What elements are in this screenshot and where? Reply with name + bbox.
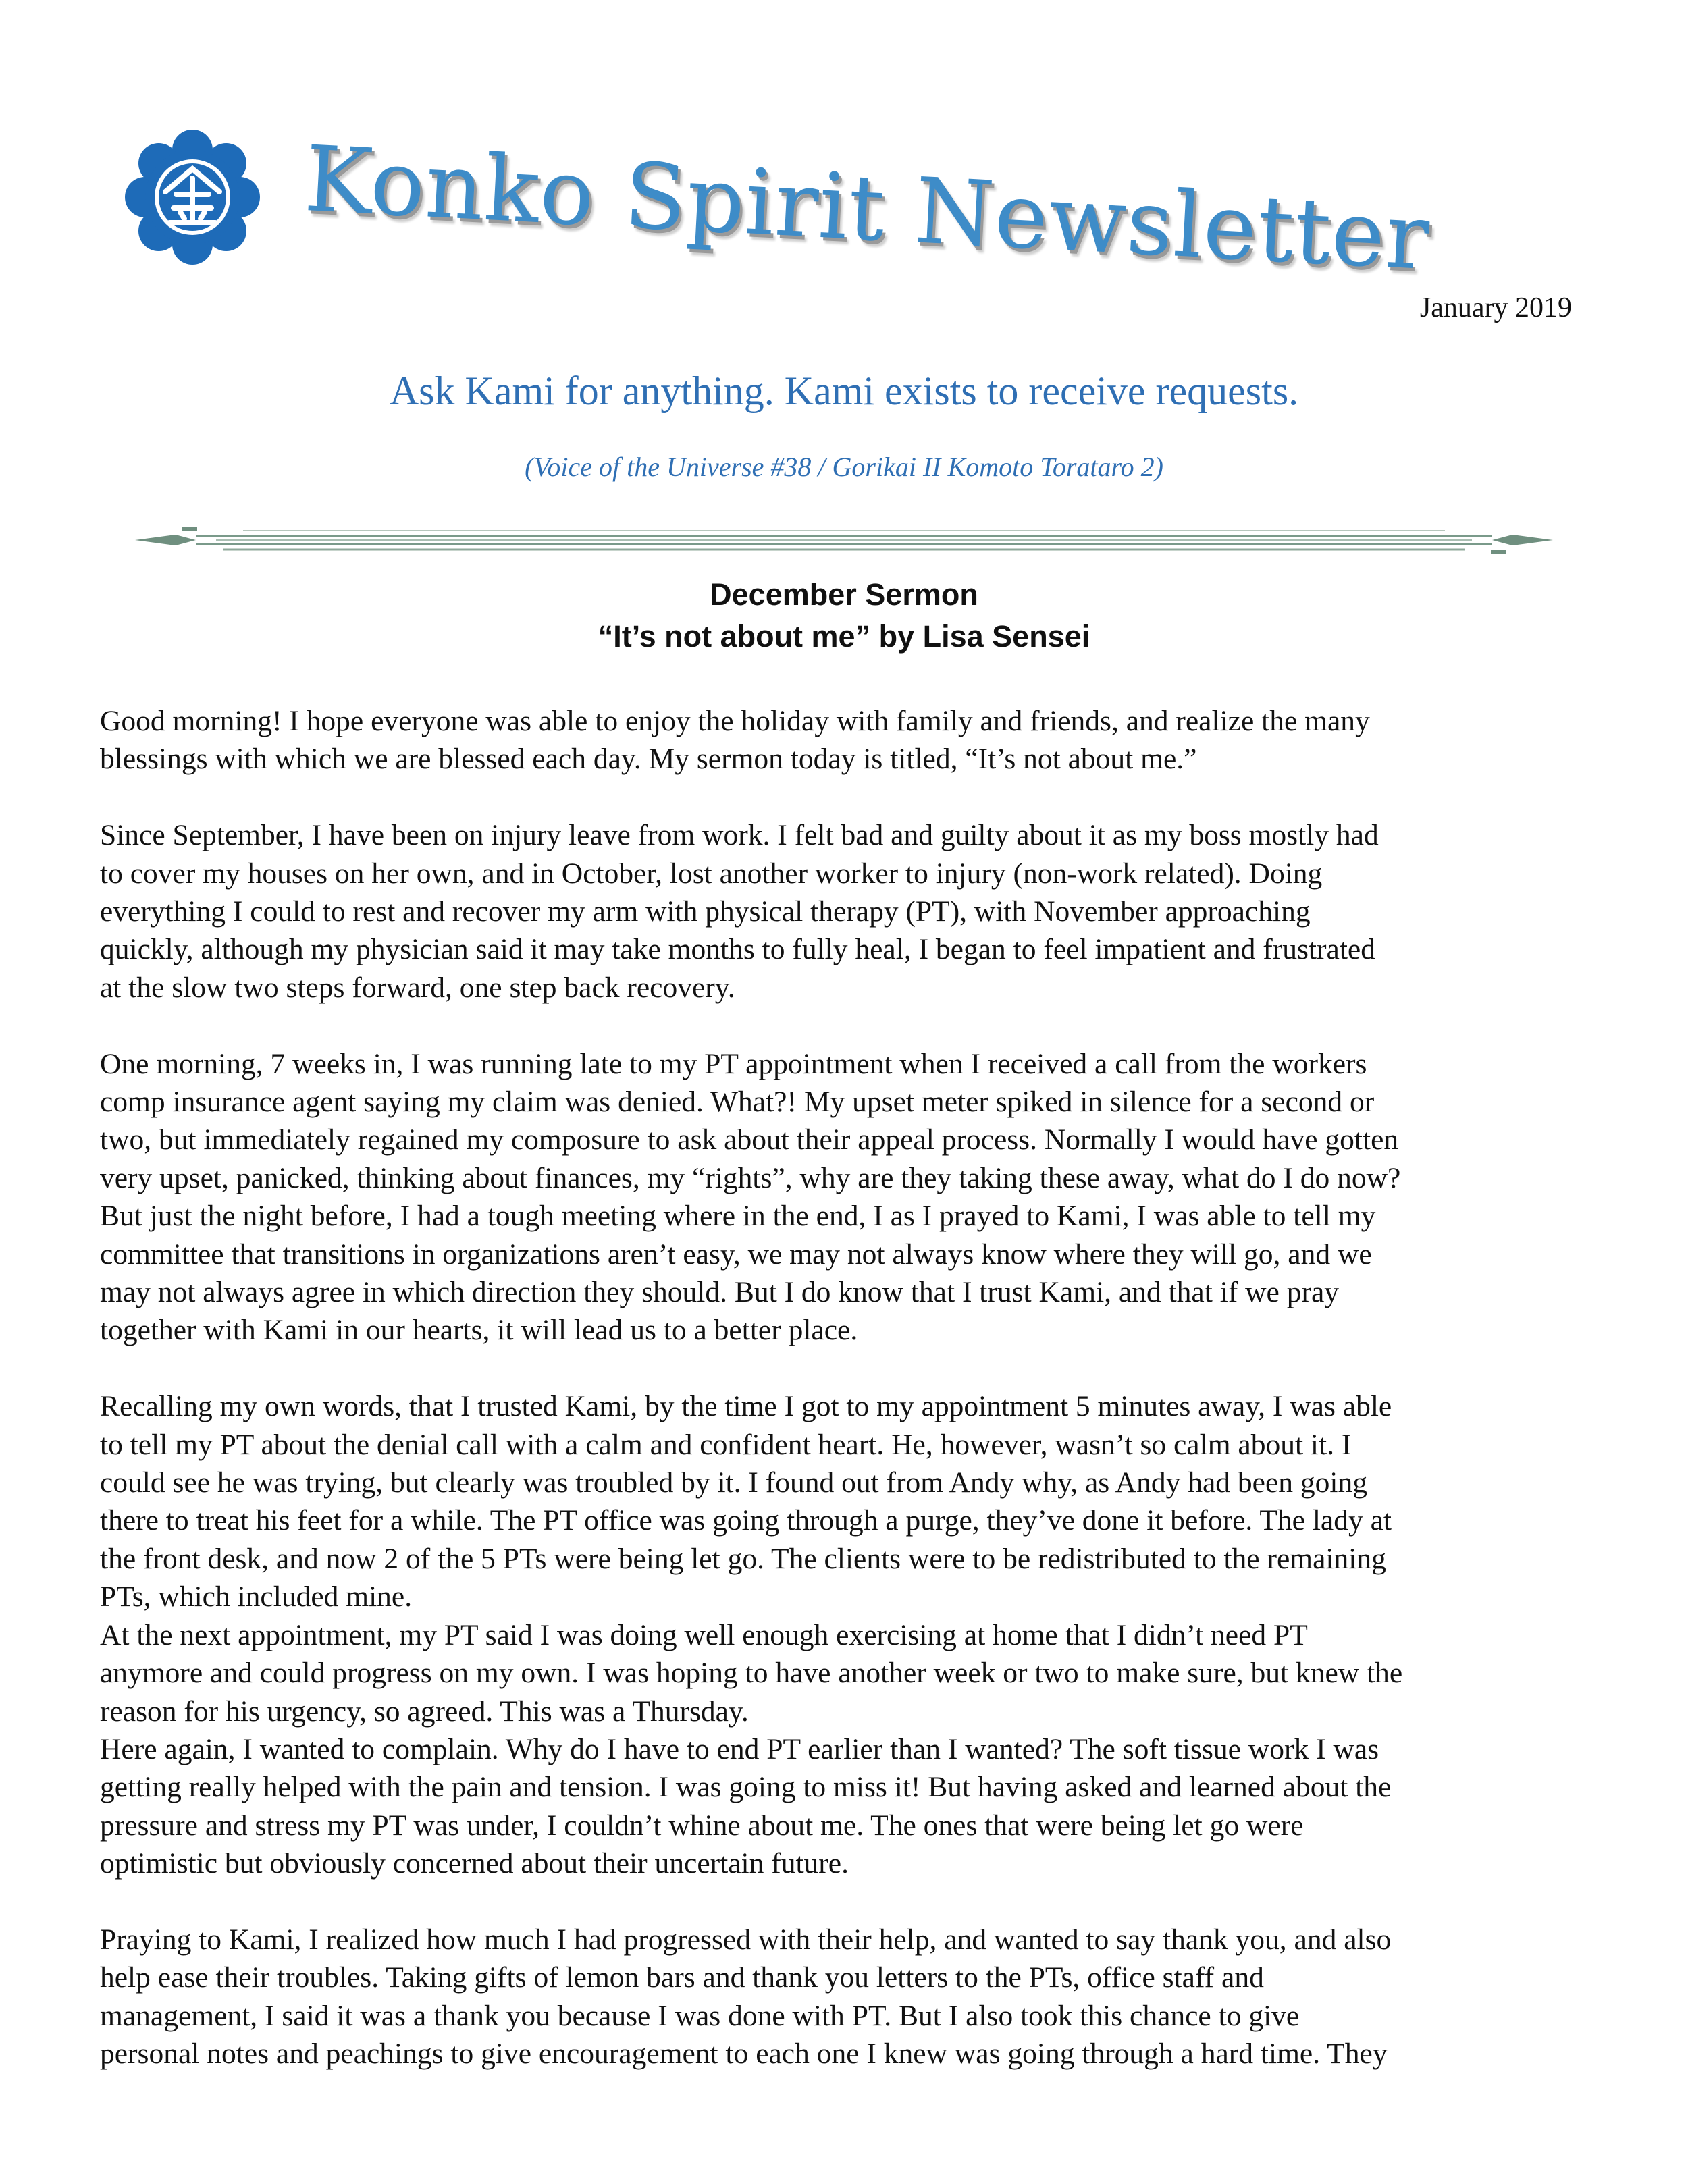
sermon-line: very upset, panicked, thinking about finances, my “rights”, why are they taking these away, what do I do now? bbox=[100, 1161, 1401, 1194]
sermon-line: comp insurance agent saying my claim was denied. What?! My upset meter spiked in silence for a second or bbox=[100, 1086, 1375, 1119]
sermon-line: One morning, 7 weeks in, I was running late to my PT appointment when I received a call from the workers bbox=[100, 1047, 1367, 1080]
sermon-line: there to treat his feet for a while. The PT office was going through a purge, they’ve done it before. The lady at bbox=[100, 1504, 1392, 1537]
sermon-line: getting really helped with the pain and tension. I was going to miss it! But having asked and learned about the bbox=[100, 1771, 1392, 1804]
sermon-line: everything I could to rest and recover my arm with physical therapy (PT), with November approaching bbox=[100, 895, 1311, 928]
sermon-line: together with Kami in our hearts, it will lead us to a better place. bbox=[100, 1314, 858, 1347]
sermon-line: PTs, which included mine. bbox=[100, 1580, 413, 1614]
sermon-line: anymore and could progress on my own. I was hoping to have another week or two to make sure, but knew the bbox=[100, 1657, 1403, 1690]
sermon-line: Recalling my own words, that I trusted Kami, by the time I got to my appointment 5 minutes away, I was able bbox=[100, 1390, 1392, 1423]
sermon-line: pressure and stress my PT was under, I couldn’t whine about me. The ones that were being let go were bbox=[100, 1809, 1304, 1842]
sermon-line: blessings with which we are blessed each day. My sermon today is titled, “It’s not about me.” bbox=[100, 743, 1197, 776]
sermon-line: quickly, although my physician said it may take months to fully heal, I began to feel impatient and frustrated bbox=[100, 933, 1375, 966]
sermon-line: Since September, I have been on injury leave from work. I felt bad and guilty about it as my boss mostly had bbox=[100, 819, 1379, 852]
paragraph-gap bbox=[100, 1883, 1585, 1921]
paragraph-gap bbox=[100, 1007, 1585, 1044]
sermon-line: optimistic but obviously concerned about their uncertain future. bbox=[100, 1847, 849, 1880]
motto-source: (Voice of the Universe #38 / Gorikai II Komoto Torataro 2) bbox=[525, 452, 1163, 482]
sermon-subtitle: “It’s not about me” by Lisa Sensei bbox=[598, 619, 1090, 654]
sermon-line: At the next appointment, my PT said I was doing well enough exercising at home that I didn’t need PT bbox=[100, 1618, 1308, 1651]
ornamental-divider bbox=[135, 520, 1553, 560]
sermon-line: the front desk, and now 2 of the 5 PTs were being let go. The clients were to be redistributed to the remaining bbox=[100, 1542, 1386, 1575]
sermon-line: to cover my houses on her own, and in October, lost another worker to injury (non-work related). Doing bbox=[100, 857, 1323, 890]
sermon-line: at the slow two steps forward, one step back recovery. bbox=[100, 971, 735, 1004]
issue-date: January 2019 bbox=[1419, 292, 1572, 323]
konko-crest-icon bbox=[125, 130, 260, 265]
sermon-line: Here again, I wanted to complain. Why do I have to end PT earlier than I wanted? The soft tissue work I was bbox=[100, 1732, 1379, 1765]
paragraph-gap bbox=[100, 778, 1585, 816]
sermon-line: reason for his urgency, so agreed. This was a Thursday. bbox=[100, 1695, 749, 1728]
sermon-line: to tell my PT about the denial call with a calm and confident heart. He, however, wasn’t so calm about it. I bbox=[100, 1428, 1352, 1461]
sermon-line: may not always agree in which direction they should. But I do know that I trust Kami, and that if we pray bbox=[100, 1276, 1340, 1309]
sermon-line: management, I said it was a thank you because I was done with PT. But I also took this chance to give bbox=[100, 1999, 1300, 2032]
sermon-line: personal notes and peachings to give encouragement to each one I knew was going through a hard time. They bbox=[100, 2037, 1388, 2071]
sermon-line: But just the night before, I had a tough meeting where in the end, I as I prayed to Kami, I was able to tell my bbox=[100, 1200, 1376, 1233]
motto-quote: Ask Kami for anything. Kami exists to receive requests. bbox=[389, 369, 1299, 413]
sermon-line: Good morning! I hope everyone was able to enjoy the holiday with family and friends, and realize the many bbox=[100, 705, 1370, 737]
sermon-line: could see he was trying, but clearly was troubled by it. I found out from Andy why, as Andy had been going bbox=[100, 1466, 1367, 1499]
sermon-line: help ease their troubles. Taking gifts of lemon bars and thank you letters to the PTs, office staff and bbox=[100, 1961, 1264, 1994]
sermon-title: December Sermon bbox=[710, 577, 978, 612]
sermon-body bbox=[100, 702, 1585, 2073]
sermon-line: two, but immediately regained my composure to ask about their appeal process. Normally I would have gotten bbox=[100, 1123, 1399, 1156]
sermon-line: committee that transitions in organizations aren’t easy, we may not always know where they will go, and we bbox=[100, 1237, 1372, 1271]
konko-crest-logo bbox=[125, 130, 260, 265]
sermon-line: Praying to Kami, I realized how much I had progressed with their help, and wanted to say thank you, and also bbox=[100, 1923, 1392, 1956]
newsletter-masthead: Konko Spirit Newsletter bbox=[302, 126, 1433, 291]
paragraph-gap bbox=[100, 1350, 1585, 1387]
